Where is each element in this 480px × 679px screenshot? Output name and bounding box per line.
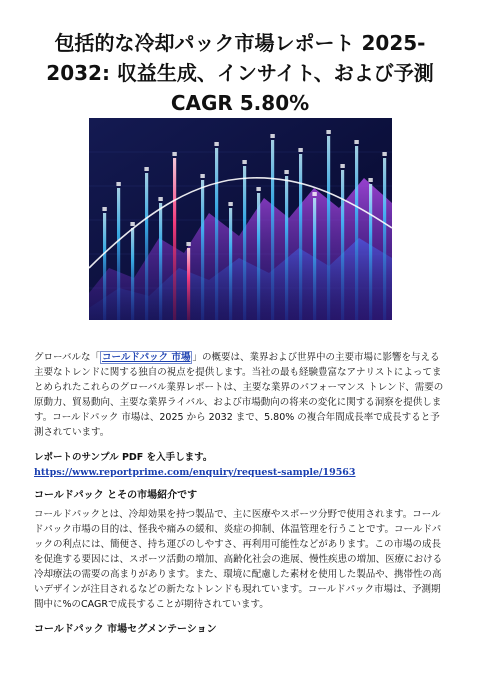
decorative-bar-cap — [242, 160, 246, 164]
decorative-bar-cap — [326, 130, 330, 134]
market-link[interactable]: コールドパック 市場 — [102, 352, 191, 363]
decorative-bar — [285, 176, 288, 320]
decorative-bar — [131, 228, 134, 320]
decorative-bar — [201, 180, 204, 320]
decorative-bar-cap — [340, 164, 344, 168]
decorative-bar-cap — [158, 197, 162, 201]
decorative-bar — [341, 170, 344, 320]
section-heading-segmentation: コールドパック 市場セグメンテーション — [34, 624, 217, 635]
decorative-bar — [243, 166, 246, 320]
decorative-bar — [159, 203, 162, 320]
intro-suffix: 」の概要は、業界および世界中の主要市場に影響を与える主要なトレンドに関する独自の視点を提供します。当社の最も経験豊富なアナリストによってまとめられたこれらのグローバル業界レポートは、主要な業界のパフォーマンス トレンド、需要の原動力、貿易動向、主要な業界ライバル、および市場動向の将来の変化に関する洞察を提供します。コールドパック 市場は、2025 から 2032 まで、5.80% の複合年間成長率で成長すると予測されています。 — [34, 352, 444, 438]
decorative-bar — [145, 173, 148, 320]
intro-paragraph — [34, 350, 446, 440]
decorative-bar — [117, 188, 120, 320]
page-title: 包括的な冷却パック市場レポート 2025-2032: 収益生成、インサイト、および予測CAGR 5.80% — [46, 31, 434, 115]
decorative-bar-cap — [270, 134, 274, 138]
decorative-bar — [187, 248, 190, 320]
decorative-bar-cap — [102, 207, 106, 211]
financial-chart-image — [89, 118, 392, 320]
decorative-bar — [173, 158, 176, 320]
decorative-bar-cap — [312, 192, 316, 196]
decorative-bar — [313, 198, 316, 320]
decorative-bar-cap — [130, 222, 134, 226]
decorative-bar-cap — [284, 170, 288, 174]
decorative-bar — [383, 158, 386, 320]
decorative-bar-cap — [382, 152, 386, 156]
intro-prefix: グローバルな「 — [34, 352, 101, 363]
decorative-bar-cap — [214, 142, 218, 146]
decorative-bar — [299, 154, 302, 320]
hero-image — [89, 118, 392, 320]
decorative-bar — [229, 208, 232, 320]
decorative-bar — [271, 140, 274, 320]
sample-request — [34, 450, 446, 480]
decorative-bar — [327, 136, 330, 320]
decorative-bar-cap — [368, 178, 372, 182]
sample-label: レポートのサンプル PDF を入手します。 — [34, 452, 213, 463]
sample-url-link[interactable]: https://www.reportprime.com/enquiry/request-sample/19563 — [34, 467, 356, 478]
decorative-bar-cap — [200, 174, 204, 178]
decorative-bar-cap — [228, 202, 232, 206]
decorative-bar-cap — [354, 140, 358, 144]
decorative-bar — [257, 193, 260, 320]
decorative-bar-cap — [256, 187, 260, 191]
decorative-bar-cap — [172, 152, 176, 156]
decorative-bar — [103, 213, 106, 320]
decorative-bar — [215, 148, 218, 320]
decorative-bar — [369, 184, 372, 320]
decorative-bar — [355, 146, 358, 320]
decorative-bar-cap — [298, 148, 302, 152]
section-intro-body: コールドパックとは、冷却効果を持つ製品で、主に医療やスポーツ分野で使用されます。コールドパック市場の目的は、怪我や痛みの緩和、炎症の抑制、体温管理を行うことです。コールドパックの利点には、簡便さ、持ち運びのしやすさ、再利用可能性などがあります。この市場の成長を促進する要因には、スポーツ活動の増加、高齢化社会の進展、慢性疾患の増加、医療における冷却療法の需要の高まりがあります。また、環境に配慮した素材を使用した製品や、携帯性の高いデザインが注目されるなどの新たなトレンドも現れています。コールドパック市場は、予測期間中に%のCAGRで成長することが期待されています。 — [34, 509, 443, 610]
decorative-bar-cap — [144, 167, 148, 171]
decorative-bar-cap — [186, 242, 190, 246]
decorative-bar-cap — [116, 182, 120, 186]
section-heading-intro: コールドパック とその市場紹介です — [34, 490, 198, 501]
